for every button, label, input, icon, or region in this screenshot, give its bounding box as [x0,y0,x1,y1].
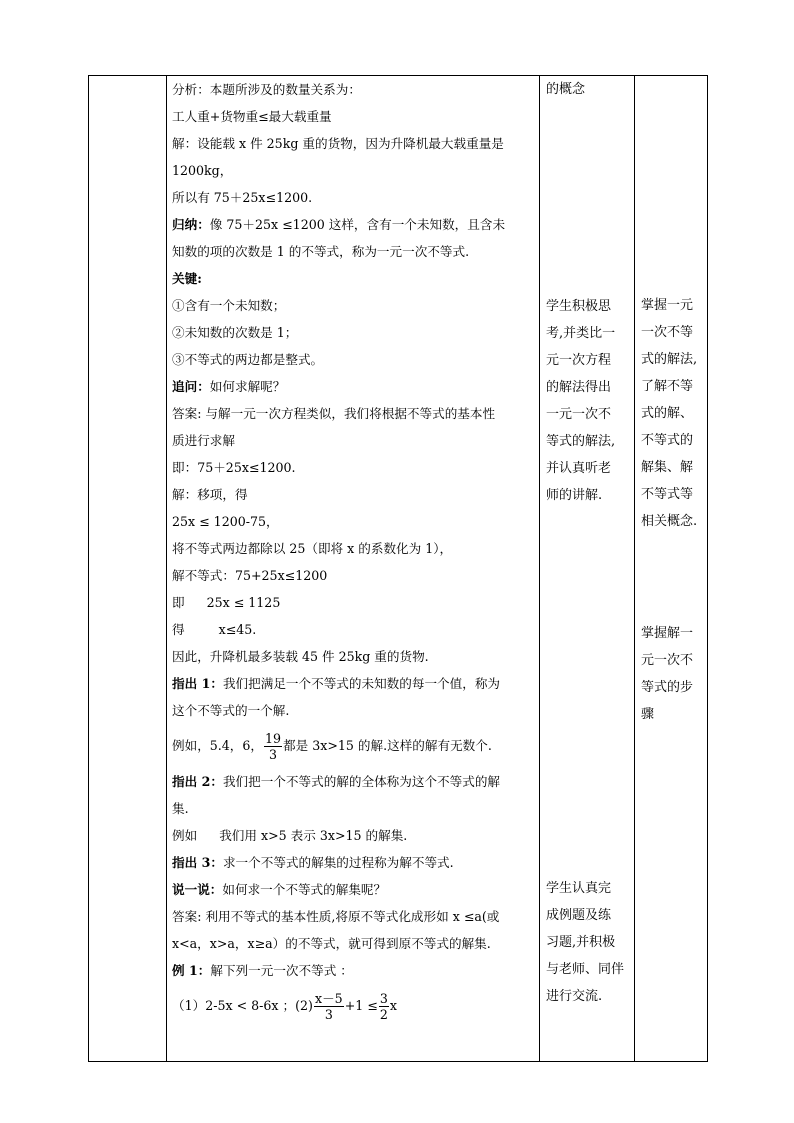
step-line: 将不等式两边都除以 25（即将 x 的系数化为 1）， [172,541,453,556]
step-line: 解不等式：75+25x≤1200 [172,568,328,583]
key-heading: 关键: [172,271,202,286]
teaching-content-cell [167,76,540,1062]
point2-line: 集. [172,801,189,816]
analysis-line: 分析：本题所涉及的数量关系为： [172,82,361,97]
answer-line: 答案: 与解一元一次方程类似，我们将根据不等式的基本性 [172,406,496,421]
example2-line: 例如 我们用 x>5 表示 3x>15 的解集. [172,828,408,843]
step-line: 25x ≤ 1200-75， [172,514,279,529]
activity-block-2: 学生认真完 成例题及练 习题,并积极 与老师、同伴 进行交流. [546,881,625,1004]
step-line: 解：移项，得 [172,487,248,502]
key-item: ②未知数的次数是 1； [172,325,298,340]
lesson-table [88,75,708,1062]
key-item: ①含有一个未知数； [172,298,286,313]
intent-block-2: 掌握解一 元一次不 等式的步 骤 [641,626,694,722]
example1-problems: （1）2-5x < 8-6x ；(2) $\frac{x-5}{3}$ +1 ≤ $\frac{3}{2}$ x [172,991,397,1022]
point2-line: 指出 2：我们把一个不等式的解的全体称为这个不等式的解 [172,774,500,789]
step-line: 得 x≤45. [172,622,257,637]
conclusion-line: 因此，升降机最多装载 45 件 25kg 重的货物. [172,649,429,664]
answer2-line: 答案: 利用不等式的基本性质,将原不等式化成形如 x ≤a(或 [172,909,500,924]
fraction: $\frac{x-5}{3}$ [314,991,343,1022]
solution-line: 1200kg， [172,163,233,178]
summary-line: 知数的项的次数是 1 的不等式，称为一元一次不等式. [172,244,470,259]
answer-line: 质进行求解 [172,433,235,448]
key-item: ③不等式的两边都是整式。 [172,352,324,367]
stage-cell [89,76,167,1062]
relation-line: 工人重+货物重≤最大载重量 [172,109,332,124]
intent-block-1: 掌握一元 一次不等 式的解法, 了解不等 式的解、 不等式的 解集、解 不等式等 相关概念. [641,298,698,529]
solution-line: 解：设能载 x 件 25kg 重的货物，因为升降机最大载重量是 [172,136,504,151]
fraction: $\frac{3}{2}$ [379,991,388,1022]
point3-line: 指出 3：求一个不等式的解集的过程称为解不等式. [172,855,454,870]
design-intent-cell [635,76,708,1062]
example-line: 例如，5.4，6， $\frac{19}{3}$ 都是 3x>15 的解.这样的解有无数个. [172,731,492,762]
point1-line: 这个不等式的一个解. [172,703,290,718]
answer2-line: x<a，x>a，x≥a）的不等式，就可得到原不等式的解集. [172,936,491,951]
inequality-line: 所以有 75＋25x≤1200. [172,190,313,205]
student-activity-cell [540,76,635,1062]
fraction: $\frac{19}{3}$ [265,731,282,762]
activity-top: 的概念 [546,82,586,97]
step-line: 即 25x ≤ 1125 [172,595,281,610]
summary-line: 归纳：像 75＋25x ≤1200 这样，含有一个未知数，且含未 [172,217,506,232]
say-line: 说一说：如何求一个不等式的解集呢？ [172,882,387,897]
point1-line: 指出 1：我们把满足一个不等式的未知数的每一个值，称为 [172,676,500,691]
question-line: 追问：如何求解呢？ [172,379,286,394]
example1-heading: 例 1：解下列一元一次不等式 ： [172,963,353,978]
activity-block-1: 学生积极思 考,并类比一 元一次方程 的解法得出 一元一次不 等式的解法, 并认真听老 师的讲解. [546,299,616,503]
step-line: 即：75＋25x≤1200. [172,460,296,475]
